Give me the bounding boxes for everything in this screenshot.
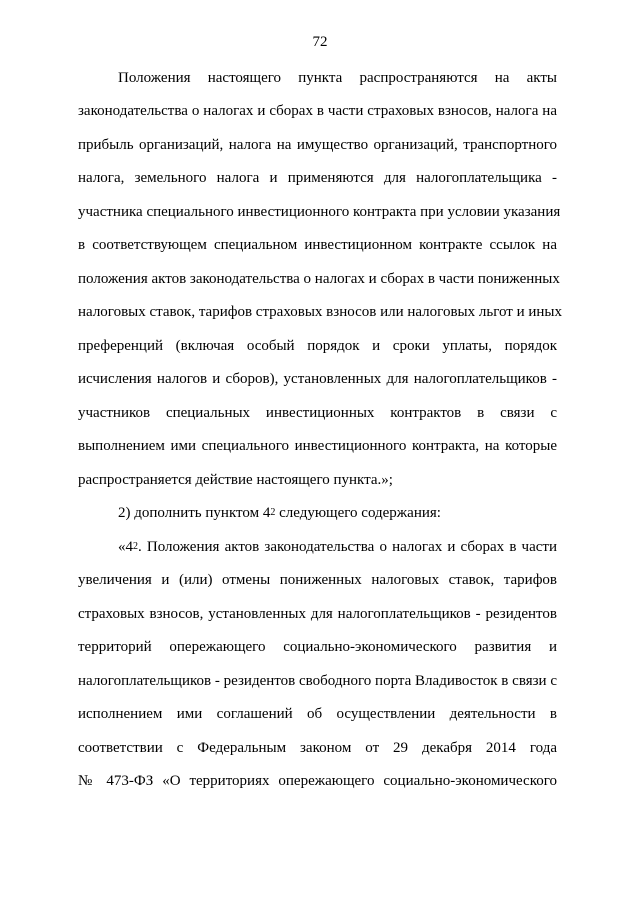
- superscript: 2: [133, 541, 138, 552]
- text-line: исполнением ими соглашений об осуществлении деятельности в: [78, 706, 557, 722]
- text-line: участников специальных инвестиционных контрактов в связи с: [78, 405, 557, 421]
- text-line: соответствии с Федеральным законом от 29 декабря 2014 года: [78, 740, 557, 756]
- text-line: прибыль организаций, налога на имущество организаций, транспортного: [78, 137, 557, 153]
- clause-number: «4: [118, 539, 133, 555]
- text-line: страховых взносов, установленных для налогоплательщиков - резидентов: [78, 606, 557, 622]
- text-line: преференций (включая особый порядок и сроки уплаты, порядок: [78, 338, 557, 354]
- text-line: в соответствующем специальном инвестиционном контракте ссылок на: [78, 237, 557, 253]
- amendment-text: следующего содержания:: [275, 505, 441, 521]
- amendment-line: [118, 504, 557, 522]
- text-line: налога, земельного налога и применяются для налогоплательщика -: [78, 170, 557, 186]
- text-line: налоговых ставок, тарифов страховых взносов или налоговых льгот и иных: [78, 304, 562, 320]
- superscript: 2: [270, 507, 276, 518]
- text-line: законодательства о налогах и сборах в части страховых взносов, налога на: [78, 103, 557, 119]
- clause-text: . Положения актов законодательства о налогах и сборах в части: [138, 539, 557, 555]
- text-line: № 473-ФЗ «О территориях опережающего социально-экономического: [78, 773, 557, 789]
- text-line: увеличения и (или) отмены пониженных налоговых ставок, тарифов: [78, 572, 557, 588]
- text-line: выполнением ими специального инвестиционного контракта, на которые: [78, 438, 557, 454]
- text-line: положения актов законодательства о налогах и сборах в части пониженных: [78, 271, 560, 287]
- text-line: участника специального инвестиционного контракта при условии указания: [78, 204, 561, 220]
- text-line: исчисления налогов и сборов), установленных для налогоплательщиков -: [78, 371, 557, 387]
- amendment-text: 2) дополнить пунктом 4: [118, 505, 271, 521]
- text-line: Положения настоящего пункта распространяются на акты: [118, 70, 557, 86]
- text-line: [118, 538, 557, 556]
- text-line: территорий опережающего социально-экономического развития и: [78, 639, 557, 655]
- page-number: 72: [312, 34, 328, 50]
- text-line: налогоплательщиков - резидентов свободного порта Владивосток в связи с: [78, 673, 557, 689]
- text-line: распространяется действие настоящего пункта.»;: [78, 472, 393, 488]
